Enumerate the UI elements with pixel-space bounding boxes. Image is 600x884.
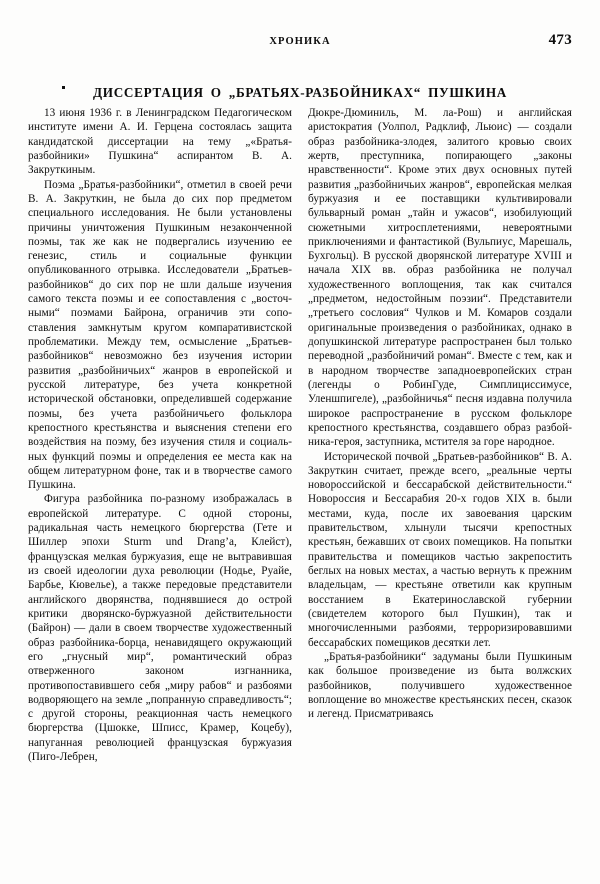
paragraph: 13 июня 1936 г. в Ленинградском Педагогическом институте имени А. И. Герцена состоялась защита кандидатской диссертации на тему „«Братья-разбойники» Пушкина“ аспирантом В. А. Закруткиным. [28,107,292,177]
column-right [308,106,572,878]
body-columns [28,106,572,878]
paragraph: Поэма „Братья-разбойники“, отметил в своей речи В. А. Закруткин, не была до сих пор предметом специального исследования. Не были установлены причины уничтожения Пушкиным незаконченной поэмы, так же как не подвергались изучению ее генезис, стиль и социальные функции опубликованного отрывка. Исследователи „Братьев-разбойников“ до сих пор не шли дальше изучения самого текста поэмы и ее сопоставления с „восточными“ поэмами Байрона, ограничив эти сопоставления замкнутым кругом компаративистской проблематики. Между тем, осмысление „Братьев-разбойников“ невозможно без изучения истории развития „разбойничьих“ жанров в европейской и русской литературе, без учета конкретной исторической обстановки, определившей содержание поэмы, без учета разбойничьего фольклора крепостного крестьянства и выяснения степени его воздействия на поэму, без изучения стиля и социальных функций поэмы и определения ее места как на общем литературном фоне, так и в творчестве самого Пушкина. [28,178,292,492]
column-left [28,106,292,878]
page-number: 473 [548,32,572,48]
running-head-title: ХРОНИКА [269,36,331,47]
paragraph: Исторической почвой „Братьев-разбойников“ В. А. Закруткин считает, прежде всего, „реальные черты новороссийской и бессарабской действительности.“ Новороссия и Бессарабия 20-х годов XIX в. были местами, куда, после их завоевания царским правительством, хлынули тысячи крепостных крестьян, бежавших от своих помещиков. На попытки правительства и помещиков частью закрепостить беглых на новых местах, а частью вернуть к прежним владельцам, — крестьяне ответили как крупным восстанием в Екатеринославской губернии (свидетелем которого был Пушкин), так и многочисленными разбоями, терроризировавшими бессарабских помещиков десятки лет. [308,450,572,649]
running-head [28,32,572,54]
paragraph: „Братья-разбойники“ задуманы были Пушкиным как большое произведение из быта волжских разбойников, получившего художественное воплощение во множестве крестьянских песен, сказок и легенд. Присматриваясь [308,650,572,721]
paragraph: Дюкре-Дюминиль, М. ла-Рош) и английская аристократия (Уолпол, Радклиф, Льюис) — создали образ разбойника-злодея, залитого кровью своих жертв, преступника, попирающего „законы нравственности“. Кроме этих двух основных путей развития „разбойничьих жанров“, европейская мелкая буржуазия и ее поставщики культивировали бульварный роман „тайн и ужасов“, изобилующий сюжетными хитросплетениями, невероятными приключениями и фантастикой (Вульпиус, Марешаль, Бухгольц). В русской дворянской литературе XVIII и начала XIX вв. образ разбойника не получал художественного воплощения, так как считался „предметом, недостойным поэзии“. Представители „третьего сословия“ Чулков и М. Комаров создали оригинальные произведения о разбойниках, однако в допушкинской литературе распространен был только переводной „разбойничий роман“. Вместе с тем, как и в народном творчестве западноевропейских стран (легенды о РобинГуде, Симплициссимусе, Уленшпигеле), „разбойничья“ песня издавна получила широкое распространение в русском фольклоре крепостного крестьянства, создавшего образ разбойника-героя, заступника, мстителя за горе народное. [308,107,572,449]
paragraph: Фигура разбойника по-разному изображалась в европейской литературе. С одной стороны, радикальная часть немецкого бюргерства (Гете и Шиллер эпохи Sturm und Drang’a, Клейст), французская мелкая буржуазия, еще не вытравившая из своей идеологии духа революции (Нодье, Руайе, Барбье, Кювелье), а также передовые представители английского дворянства, поднявшиеся до острой критики дворянско-буржуазной действительности (Байрон) — дали в своем творчестве художественный образ разбойника-борца, ненавидящего окружающий его „гнусный мир“, романтический образ отверженного законом изгнанника, противопоставившего себя „миру рабов“ и разбоями водворяющего на земле „попранную справедливость“; с другой стороны, реакционная часть немецкого бюргерства (Цшокке, Шписс, Крамер, Коцебу), напуганная революцией французская буржуазия (Пиго-Лебрен, [28,493,292,764]
article-title: ДИССЕРТАЦИЯ О „БРАТЬЯХ-РАЗБОЙНИКАХ“ ПУШКИНА [92,84,508,100]
